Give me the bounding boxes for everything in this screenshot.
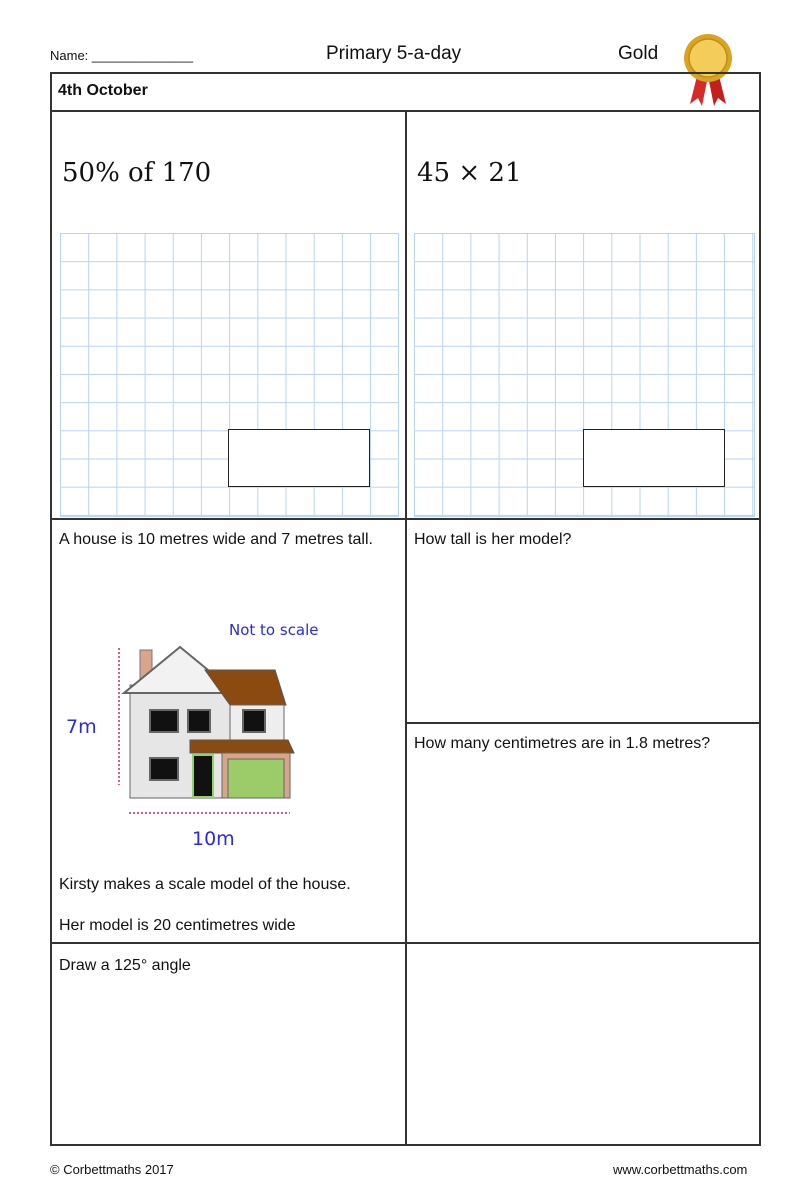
not-to-scale-label: Not to scale [229,621,319,639]
worksheet-title: Primary 5-a-day [326,43,462,64]
answer-box-1[interactable] [228,429,370,487]
question-3-text-2: Kirsty makes a scale model of the house. [59,876,351,893]
question-2: 45 × 21 [417,158,522,188]
divider [406,722,761,724]
website-link[interactable]: www.corbettmaths.com [613,1162,748,1177]
question-4: How many centimetres are in 1.8 metres? [414,735,711,752]
height-label: 7m [66,716,97,738]
question-1: 50% of 170 [62,158,212,188]
question-3-text-3: Her model is 20 centimetres wide [59,917,296,934]
divider [405,110,407,1146]
divider [50,518,761,520]
house-illustration [110,645,300,820]
width-label: 10m [192,828,235,850]
answer-box-2[interactable] [583,429,725,487]
divider [50,942,761,944]
copyright: © Corbettmaths 2017 [50,1162,174,1177]
question-5: Draw a 125° angle [59,957,191,974]
name-field: Name: ______________ [50,48,194,63]
question-3-text: A house is 10 metres wide and 7 metres tall. [59,531,373,548]
date-label: 4th October [58,82,148,99]
level-label: Gold [618,43,659,64]
question-3b: How tall is her model? [414,531,572,548]
